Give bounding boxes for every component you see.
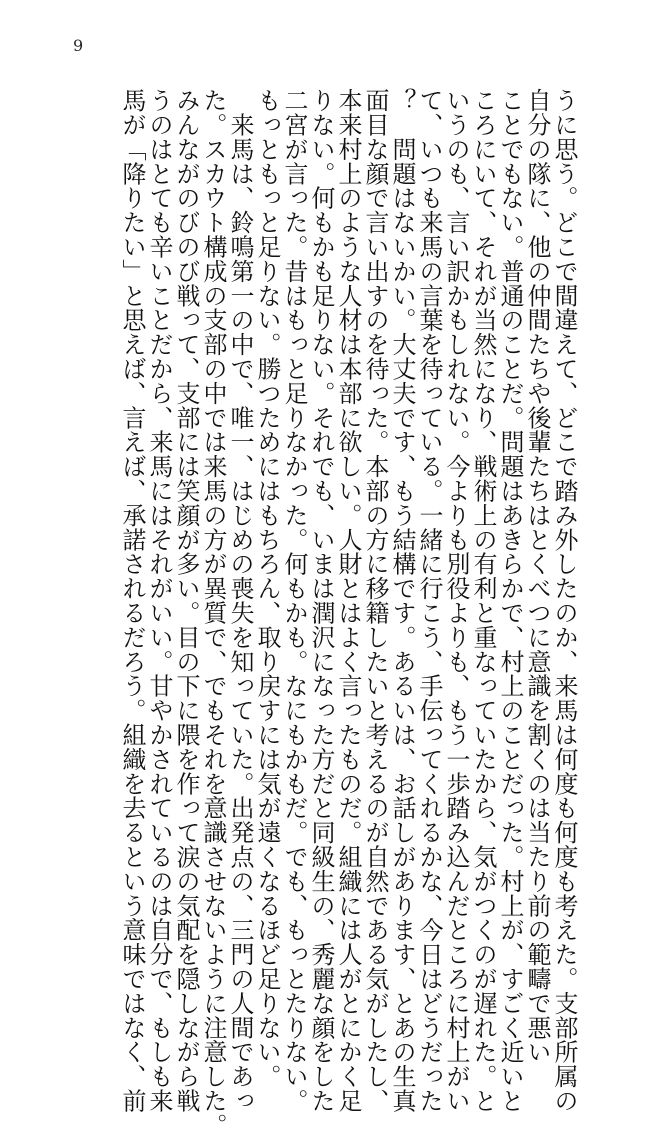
text-line: ？ 問題はないかい。大丈夫です、もう結構です。あるいは、お話しがあります、とあの生真	[388, 88, 416, 1113]
text-line: 自分の隊に、他の仲間たちや後輩たちはとくべつに意識を割くのは当たり前の範疇で悪い	[523, 88, 551, 1064]
text-line: 本来村上のような人材は本部に欲しい。人財とはよく言ったものだ。組織には人がとにかく足	[334, 88, 362, 1113]
text-line: ころにいて、それが当然になり、戦術上の有利と重なっていたから、気がつくのが遅れた。と	[469, 88, 497, 1113]
text-line: 面目な顔で言い出すのを待った。本部の方に移籍したいと考えるのが自然である気がしたし、	[361, 88, 389, 1113]
text-line: りない。何もかも足りない。それでも、いまは潤沢になった方だと同級生の、秀麗な顔をした	[307, 88, 335, 1113]
body-text	[118, 88, 578, 1137]
text-line: みんながのびのび戦って、支部には笑顔が多い。目の下に隈を作って涙の気配を隠しながら戦	[172, 88, 200, 1113]
text-line: うのはとても辛いことだから、来馬にはそれがいい。甘やかされているのは自分で、もしも来	[145, 88, 173, 1113]
text-line: た。スカウト構成の支部の中では来馬の方が異質で、でもそれを意識させないように注意した。	[199, 88, 227, 1137]
text-line: うに思う。どこで間違えて、どこで踏み外したのか、来馬は何度も何度も考えた。支部所属の	[550, 88, 578, 1113]
text-line: 来馬は、鈴鳴第一の中で、唯一、はじめの喪失を知っていた。出発点の、三門の人間であっ	[226, 88, 254, 1113]
text-line: て、いつも来馬の言葉を待っている。一緒に行こう、手伝ってくれるかな、今日はどうだった	[415, 88, 443, 1113]
page-number: 9	[73, 36, 84, 55]
text-line: もっともっと足りない。勝つためにはもちろん、取り戻すには気が遠くなるほど足りない。	[253, 88, 281, 1089]
text-line: 二宮が言った。昔はもっと足りなかった。何もかも。なにもかもだ。でも、もっとたりない。	[280, 88, 308, 1113]
text-line: いうのも、言い訳かもしれない。今よりも別役よりも、もう一歩踏み込んだところに村上がい	[442, 88, 470, 1113]
text-line: ことでもない。普通のことだ。問題はあきらかで、村上のことだった。村上が、すごく近いと	[496, 88, 524, 1113]
text-line: 馬が「降りたい」と思えば、言えば、承諾されるだろう。組織を去るという意味ではなく、前	[118, 88, 146, 1113]
